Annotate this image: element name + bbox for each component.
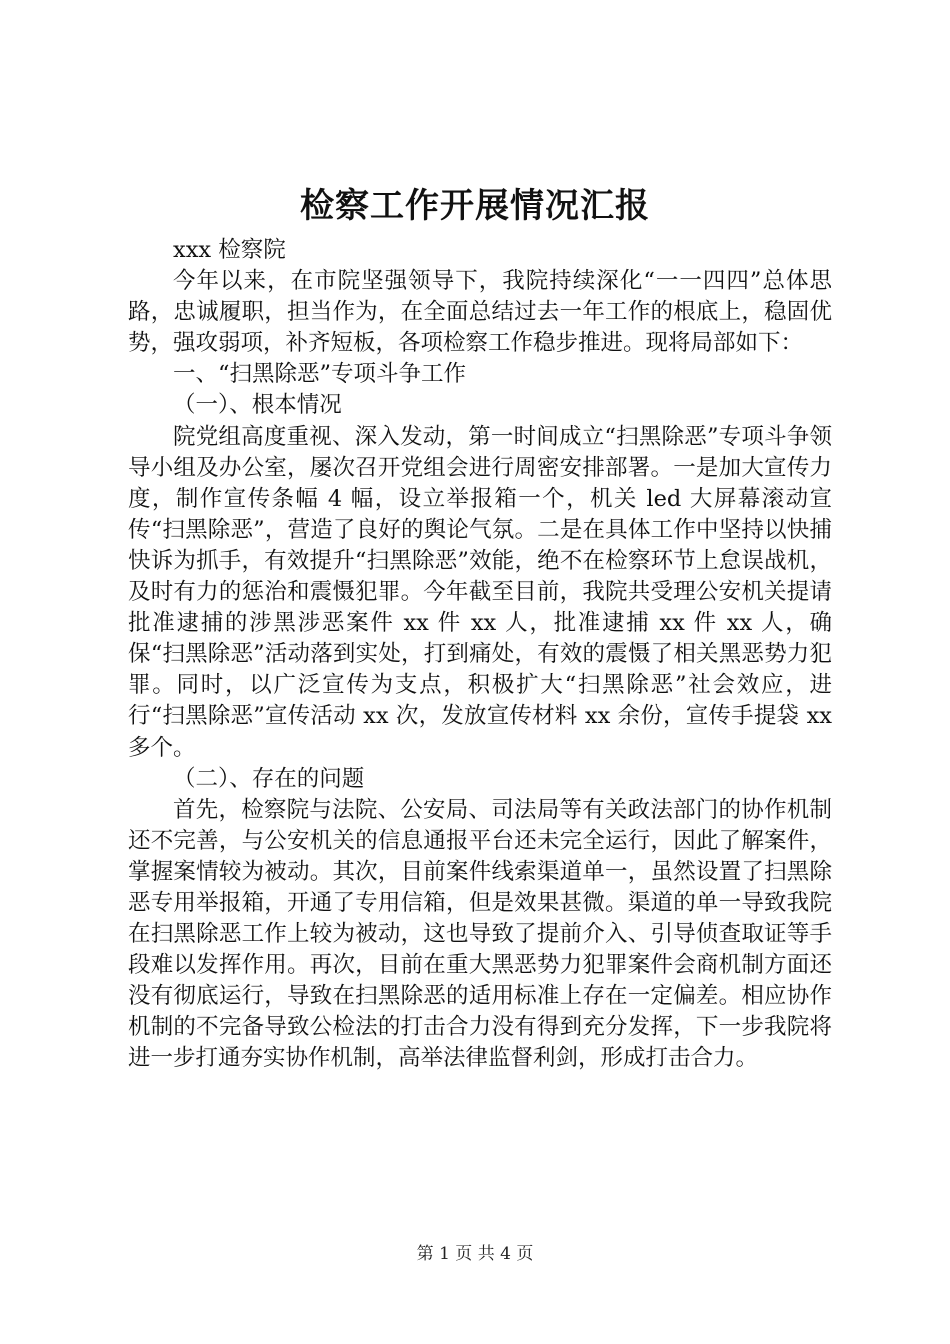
intro-paragraph: 今年以来，在市院坚强领导下，我院持续深化“一一四四”总体思路，忠诚履职，担当作为，在全面总结过去一年工作的根底上，稳固优势，强攻弱项，补齐短板，各项检察工作稳步推进。现将局部如下： — [128, 268, 832, 357]
page-number-footer: 第 1 页 共 4 页 — [416, 1244, 534, 1264]
problems-paragraph: 首先，检察院与法院、公安局、司法局等有关政法部门的协作机制还不完善，与公安机关的信息通报平台还未完全运行，因此了解案件，掌握案情较为被动。其次，目前案件线索渠道单一，虽然设置了扫黑除恶专用举报箱，开通了专用信箱，但是效果甚微。渠道的单一导致我院在扫黑除恶工作上较为被动，这也导致了提前介入、引导侦查取证等手段难以发挥作用。再次，目前在重大黑恶势力犯罪案件会商机制方面还没有彻底运行，导致在扫黑除恶的适用标准上存在一定偏差。相应协作机制的不完备导致公检法的打击合力没有得到充分发挥，下一步我院将进一步打通夯实协作机制，高举法律监督利剑，形成打击合力。 — [128, 796, 832, 1072]
basic-situation-paragraph: 院党组高度重视、深入发动，第一时间成立“扫黑除恶”专项斗争领导小组及办公室，屡次召开党组会进行周密安排部署。一是加大宣传力度，制作宣传条幅 4 幅，设立举报箱一个，机关 led 大屏幕滚动宣传“扫黑除恶”，营造了良好的舆论气氛。二是在具体工作中坚持以快捕快诉为抓手，有效提升“扫黑除恶”效能，绝不在检察环节上怠误战机，及时有力的惩治和震慑犯罪。今年截至目前，我院共受理公安机关提请批准逮捕的涉黑涉恶案件 xx 件 xx 人，批准逮捕 xx 件 xx 人，确保“扫黑除恶”活动落到实处，打到痛处，有效的震慑了相关黑恶势力犯罪。同时，以广泛宣传为支点，积极扩大“扫黑除恶”社会效应，进行“扫黑除恶”宣传活动 xx 次，发放宣传材料 xx 余份，宣传手提袋 xx 多个。 — [128, 423, 832, 761]
section-heading-1: 一、“扫黑除恶”专项斗争工作 — [173, 361, 467, 388]
subsection-heading-2: （二）、存在的问题 — [173, 765, 365, 792]
org-line: xxx 检察院 — [173, 237, 286, 263]
document-title: 检察工作开展情况汇报 — [300, 186, 650, 226]
document-body — [128, 235, 832, 1075]
subsection-heading-1: （一）、根本情况 — [173, 392, 342, 419]
